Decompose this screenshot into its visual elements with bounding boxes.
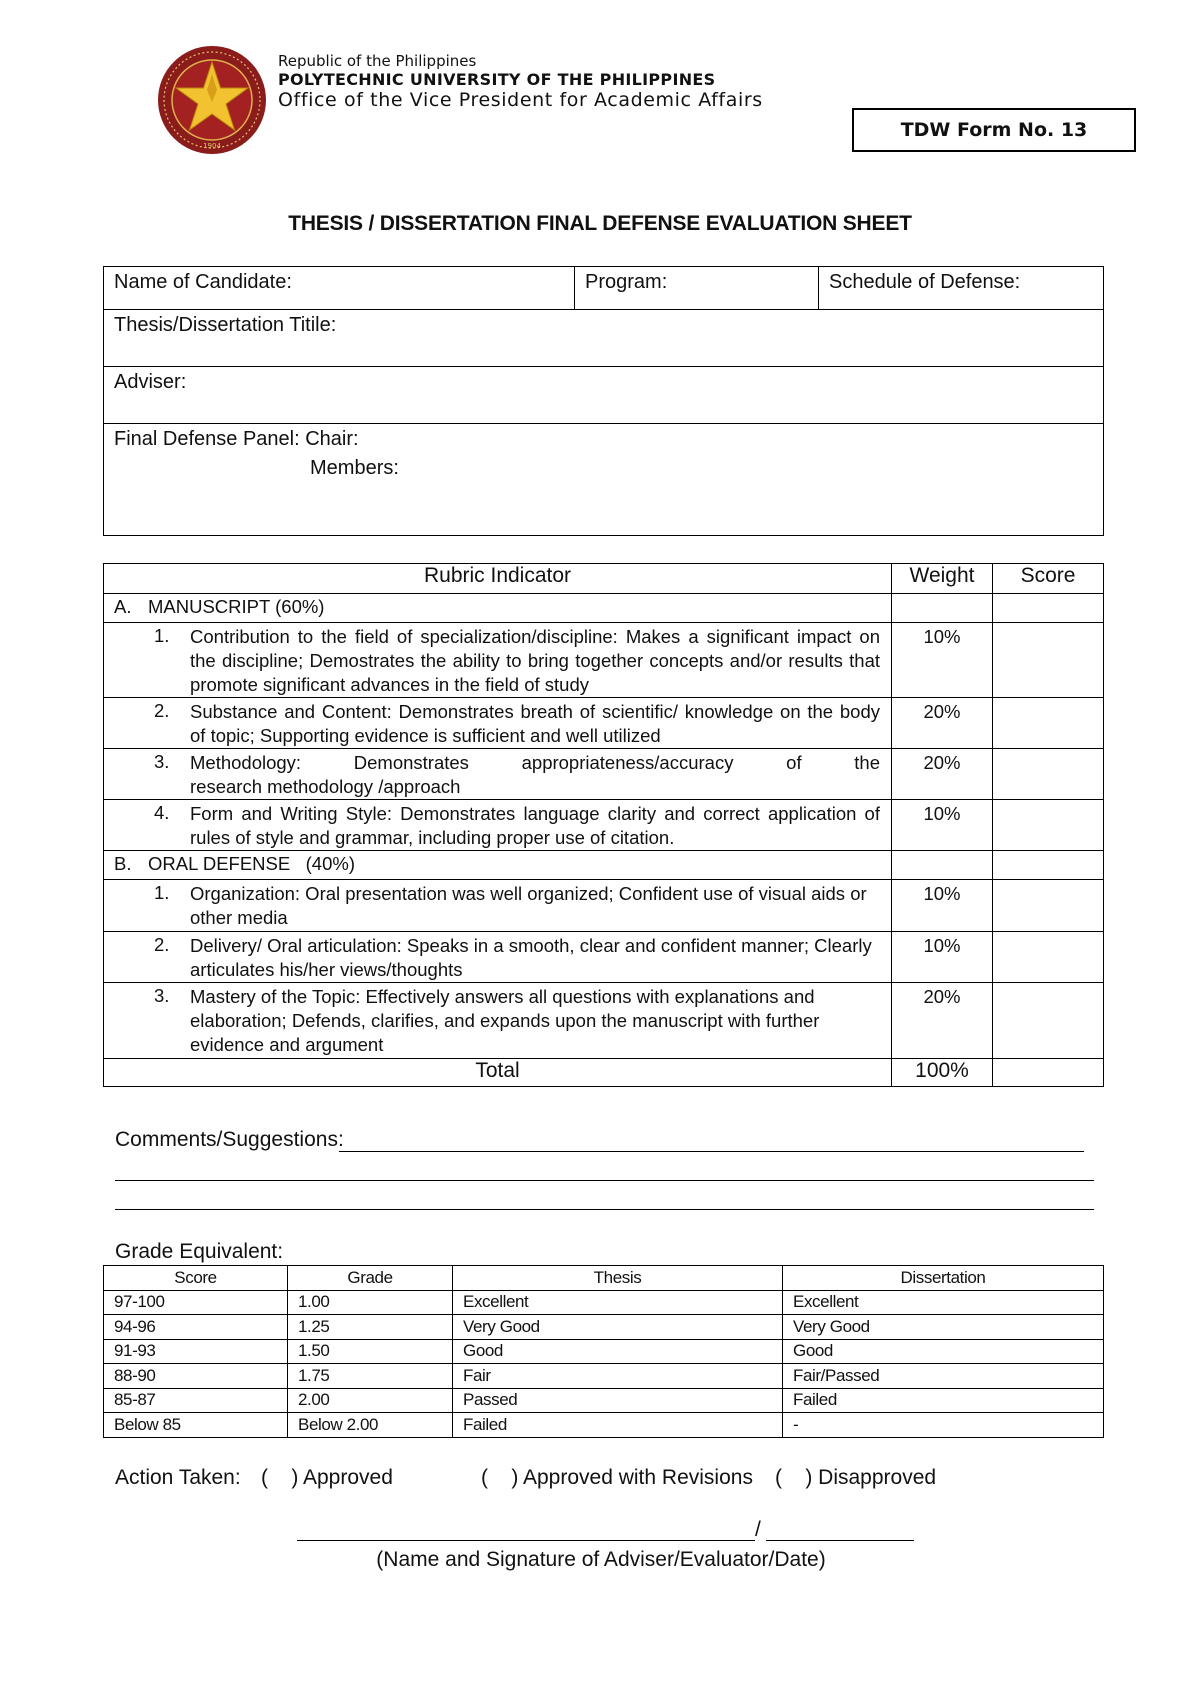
rubric-score-header: Score — [993, 564, 1104, 594]
dissertation-cell: Good — [783, 1339, 1104, 1364]
table-row — [104, 1413, 1104, 1438]
score-header: Score — [104, 1266, 288, 1291]
rubric-row — [104, 982, 1104, 1058]
approved-with-revisions-option[interactable]: ( ) Approved with Revisions — [481, 1466, 753, 1489]
thesis-cell: Excellent — [453, 1290, 783, 1315]
comments-line[interactable] — [115, 1180, 1094, 1181]
item-text: Organization: Oral presentation was well organized; Confident use of visual aids or other media — [190, 883, 867, 929]
item-number: 4. — [154, 802, 170, 824]
signature-caption — [0, 1548, 1200, 1572]
adviser-field[interactable]: Adviser: — [114, 371, 187, 393]
rubric-table — [103, 563, 1104, 1087]
comments-line[interactable] — [115, 1209, 1094, 1210]
date-line[interactable] — [766, 1540, 914, 1541]
score-cell[interactable] — [993, 982, 1104, 1058]
candidate-info-table — [103, 266, 1104, 536]
comments-line[interactable] — [339, 1151, 1084, 1152]
grade-equivalent-label: Grade Equivalent: — [115, 1240, 284, 1263]
signature-slash: / — [755, 1518, 761, 1541]
grade-header-row — [104, 1266, 1104, 1291]
panel-chair-label: Final Defense Panel: Chair: — [114, 428, 359, 450]
score-cell[interactable] — [993, 931, 1104, 982]
section-a-row — [104, 594, 1104, 623]
section-b-row — [104, 851, 1104, 880]
schedule-field[interactable]: Schedule of Defense: — [829, 271, 1021, 293]
item-text: Substance and Content: Demonstrates breath of scientific/ knowledge on the body of topic; Supporting evidence is sufficient and well utilized — [190, 701, 880, 747]
grade-cell: 1.25 — [288, 1315, 453, 1340]
grade-cell: 1.50 — [288, 1339, 453, 1364]
item-number: 2. — [154, 933, 170, 955]
item-weight: 10% — [892, 800, 993, 851]
item-number: 3. — [154, 984, 170, 1006]
total-row — [104, 1058, 1104, 1086]
total-weight: 100% — [892, 1058, 993, 1086]
rubric-row — [104, 698, 1104, 749]
table-row — [104, 1388, 1104, 1413]
thesis-cell: Passed — [453, 1388, 783, 1413]
item-text: Delivery/ Oral articulation: Speaks in a smooth, clear and confident manner; Clearly articulates his/her views/thoughts — [190, 934, 872, 980]
thesis-cell: Fair — [453, 1364, 783, 1389]
table-row — [104, 1315, 1104, 1340]
item-number: 2. — [154, 700, 170, 722]
thesis-header: Thesis — [453, 1266, 783, 1291]
disapproved-option[interactable]: ( ) Disapproved — [775, 1466, 937, 1489]
university-name: POLYTECHNIC UNIVERSITY OF THE PHILIPPINES — [278, 70, 716, 89]
section-a-label: MANUSCRIPT (60%) — [148, 596, 325, 617]
program-field[interactable]: Program: — [575, 267, 819, 309]
svg-text:1904: 1904 — [203, 142, 221, 150]
table-row — [104, 1364, 1104, 1389]
rubric-row — [104, 931, 1104, 982]
total-label: Total — [104, 1058, 892, 1086]
dissertation-cell: Failed — [783, 1388, 1104, 1413]
rubric-row — [104, 749, 1104, 800]
score-cell[interactable] — [993, 800, 1104, 851]
section-b-letter: B. — [114, 853, 132, 875]
rubric-row — [104, 880, 1104, 931]
dissertation-cell: Very Good — [783, 1315, 1104, 1340]
item-text: Methodology: Demonstrates appropriateness/accuracy of the research methodology /approach — [190, 752, 911, 798]
item-number: 1. — [154, 625, 170, 646]
rubric-row — [104, 623, 1104, 698]
signature-caption-text: (Name and Signature of Adviser/Evaluator/Date) — [376, 1548, 826, 1571]
grade-cell: 2.00 — [288, 1388, 453, 1413]
university-seal-icon — [156, 44, 268, 156]
dissertation-cell: Excellent — [783, 1290, 1104, 1315]
grade-equivalent-table — [103, 1265, 1104, 1438]
item-weight: 20% — [892, 749, 993, 800]
rubric-indicator-header: Rubric Indicator — [104, 564, 892, 594]
form-number-box: TDW Form No. 13 — [852, 108, 1136, 152]
table-row — [104, 1290, 1104, 1315]
candidate-name-field[interactable]: Name of Candidate: — [104, 267, 575, 309]
panel-field[interactable] — [104, 423, 1103, 535]
item-text: Mastery of the Topic: Effectively answers all questions with explanations and elaboration; Defends, clarifies, and expands upon the manuscript with further evidence and argument — [190, 985, 820, 1055]
page-title: THESIS / DISSERTATION FINAL DEFENSE EVALUATION SHEET — [288, 212, 912, 235]
item-weight: 10% — [892, 623, 993, 698]
grade-cell: 1.00 — [288, 1290, 453, 1315]
dissertation-header: Dissertation — [783, 1266, 1104, 1291]
item-number: 3. — [154, 751, 170, 773]
item-text: Contribution to the field of specialization/discipline: Makes a significant impact on the discipline; Demostrates the ability to bring together concepts and/or results that promote significant advances in the field of study — [190, 626, 880, 696]
item-weight: 20% — [892, 698, 993, 749]
score-cell[interactable] — [993, 749, 1104, 800]
score-cell[interactable] — [993, 698, 1104, 749]
signature-line[interactable] — [297, 1540, 755, 1541]
score-cell[interactable] — [993, 623, 1104, 698]
score-cell: 91-93 — [104, 1339, 288, 1364]
letterhead — [278, 52, 763, 112]
score-cell: 94-96 — [104, 1315, 288, 1340]
thesis-cell: Failed — [453, 1413, 783, 1438]
republic-text: Republic of the Philippines — [278, 52, 477, 70]
thesis-cell: Good — [453, 1339, 783, 1364]
score-cell: 97-100 — [104, 1290, 288, 1315]
panel-members-label: Members: — [310, 457, 399, 479]
total-score-cell[interactable] — [993, 1058, 1104, 1086]
grade-header: Grade — [288, 1266, 453, 1291]
comments-label: Comments/Suggestions: — [115, 1128, 344, 1151]
grade-cell: 1.75 — [288, 1364, 453, 1389]
item-text: Form and Writing Style: Demonstrates language clarity and correct application of rules of style and grammar, including proper use of citation. — [190, 803, 880, 849]
thesis-cell: Very Good — [453, 1315, 783, 1340]
section-a-letter: A. — [114, 596, 132, 617]
item-weight: 20% — [892, 982, 993, 1058]
section-b-label: ORAL DEFENSE (40%) — [148, 853, 355, 875]
grade-cell: Below 2.00 — [288, 1413, 453, 1438]
rubric-header-row — [104, 564, 1104, 594]
office-name: Office of the Vice President for Academic Affairs — [278, 89, 763, 112]
dissertation-cell: Fair/Passed — [783, 1364, 1104, 1389]
score-cell: 85-87 — [104, 1388, 288, 1413]
table-row — [104, 1339, 1104, 1364]
thesis-title-field[interactable]: Thesis/Dissertation Titile: — [114, 314, 337, 336]
item-weight: 10% — [892, 880, 993, 931]
rubric-row — [104, 800, 1104, 851]
item-weight: 10% — [892, 931, 993, 982]
rubric-weight-header: Weight — [892, 564, 993, 594]
approved-option[interactable]: ( ) Approved — [261, 1466, 393, 1489]
dissertation-cell: - — [783, 1413, 1104, 1438]
action-taken-label: Action Taken: — [115, 1466, 241, 1489]
score-cell: Below 85 — [104, 1413, 288, 1438]
score-cell[interactable] — [993, 880, 1104, 931]
score-cell: 88-90 — [104, 1364, 288, 1389]
item-number: 1. — [154, 882, 170, 904]
